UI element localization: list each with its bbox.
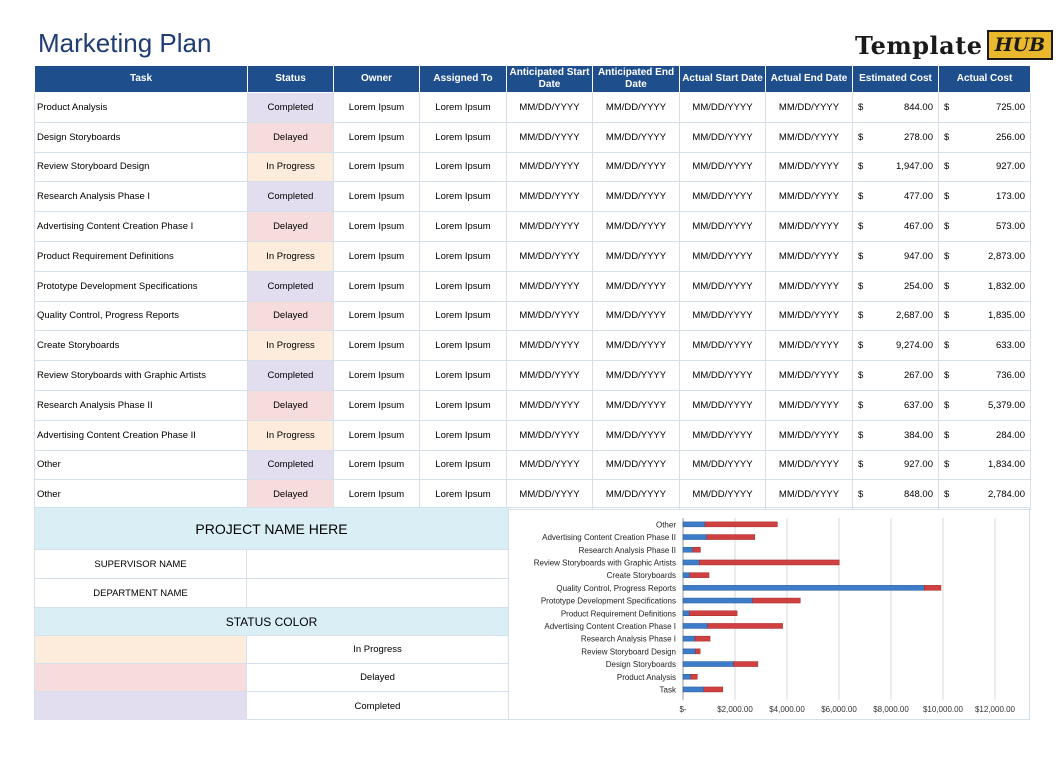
page-title: Marketing Plan xyxy=(38,28,212,58)
anticipated-end-cell[interactable]: MM/DD/YYYY xyxy=(593,361,680,391)
bar-actual-cost xyxy=(704,687,723,692)
assigned-to-cell[interactable]: Lorem Ipsum xyxy=(420,390,507,420)
col-header-actual-cost[interactable]: Actual Cost xyxy=(939,66,1031,93)
owner-cell[interactable]: Lorem Ipsum xyxy=(334,241,420,271)
estimated-cost-value: 927.00 xyxy=(903,459,933,471)
y-category-label: Research Analysis Phase I xyxy=(580,634,676,644)
actual-end-cell[interactable]: MM/DD/YYYY xyxy=(766,331,853,361)
legend-swatch-delayed xyxy=(35,664,247,692)
actual-cost-cell[interactable] xyxy=(939,420,1031,450)
actual-end-cell[interactable]: MM/DD/YYYY xyxy=(766,182,853,212)
status-cell[interactable]: In Progress xyxy=(248,331,334,361)
anticipated-end-cell[interactable]: MM/DD/YYYY xyxy=(593,450,680,480)
anticipated-end-cell[interactable]: MM/DD/YYYY xyxy=(593,241,680,271)
table-row[interactable] xyxy=(35,301,1031,331)
status-cell[interactable]: Delayed xyxy=(248,390,334,420)
actual-start-cell[interactable]: MM/DD/YYYY xyxy=(680,480,766,510)
actual-cost-value: 173.00 xyxy=(995,191,1025,203)
currency-symbol: $ xyxy=(858,161,864,173)
actual-start-cell[interactable]: MM/DD/YYYY xyxy=(680,122,766,152)
task-cell[interactable]: Advertising Content Creation Phase I xyxy=(35,212,248,242)
bar-actual-cost xyxy=(753,598,801,603)
actual-end-cell[interactable]: MM/DD/YYYY xyxy=(766,450,853,480)
actual-cost-cell[interactable] xyxy=(939,122,1031,152)
actual-cost-cell[interactable] xyxy=(939,301,1031,331)
bar-actual-cost xyxy=(708,623,783,628)
actual-cost-value: 573.00 xyxy=(995,221,1025,233)
y-category-label: Review Storyboard Design xyxy=(581,647,676,657)
project-info-panel xyxy=(35,508,508,720)
actual-end-cell[interactable]: MM/DD/YYYY xyxy=(766,152,853,182)
bar-actual-cost xyxy=(690,573,709,578)
status-cell[interactable]: In Progress xyxy=(248,420,334,450)
estimated-cost-cell[interactable] xyxy=(853,212,939,242)
actual-start-cell[interactable]: MM/DD/YYYY xyxy=(680,450,766,480)
task-cell[interactable]: Product Analysis xyxy=(35,93,248,123)
anticipated-end-cell[interactable]: MM/DD/YYYY xyxy=(593,212,680,242)
actual-cost-value: 284.00 xyxy=(995,429,1025,441)
x-tick-label: $- xyxy=(679,704,687,714)
legend-swatch-in-progress xyxy=(35,636,247,664)
table-row[interactable] xyxy=(35,271,1031,301)
bar-estimated-cost xyxy=(683,623,708,628)
actual-cost-cell[interactable] xyxy=(939,241,1031,271)
col-header-anticipated-end[interactable]: Anticipated End Date xyxy=(593,66,680,93)
marketing-plan-table xyxy=(34,65,1031,510)
anticipated-start-cell[interactable]: MM/DD/YYYY xyxy=(507,241,593,271)
actual-end-cell[interactable]: MM/DD/YYYY xyxy=(766,93,853,123)
anticipated-start-cell[interactable]: MM/DD/YYYY xyxy=(507,182,593,212)
anticipated-end-cell[interactable]: MM/DD/YYYY xyxy=(593,420,680,450)
legend-label-in-progress: In Progress xyxy=(247,636,508,664)
estimated-cost-cell[interactable] xyxy=(853,480,939,510)
table-row[interactable] xyxy=(35,420,1031,450)
estimated-cost-value: 2,687.00 xyxy=(896,310,933,322)
currency-symbol: $ xyxy=(858,101,864,113)
anticipated-end-cell[interactable]: MM/DD/YYYY xyxy=(593,152,680,182)
actual-start-cell[interactable]: MM/DD/YYYY xyxy=(680,301,766,331)
col-header-status[interactable]: Status xyxy=(248,66,334,93)
col-header-assigned-to[interactable]: Assigned To xyxy=(420,66,507,93)
currency-symbol: $ xyxy=(858,131,864,143)
currency-symbol: $ xyxy=(944,399,950,411)
estimated-cost-value: 278.00 xyxy=(903,131,933,143)
anticipated-end-cell[interactable]: MM/DD/YYYY xyxy=(593,271,680,301)
task-cell[interactable]: Advertising Content Creation Phase II xyxy=(35,420,248,450)
assigned-to-cell[interactable]: Lorem Ipsum xyxy=(420,93,507,123)
y-category-label: Task xyxy=(659,685,676,695)
currency-symbol: $ xyxy=(858,310,864,322)
actual-start-cell[interactable]: MM/DD/YYYY xyxy=(680,241,766,271)
owner-cell[interactable]: Lorem Ipsum xyxy=(334,450,420,480)
x-tick-label: $2,000.00 xyxy=(717,704,753,714)
owner-cell[interactable]: Lorem Ipsum xyxy=(334,390,420,420)
anticipated-end-cell[interactable]: MM/DD/YYYY xyxy=(593,390,680,420)
table-row[interactable] xyxy=(35,361,1031,391)
owner-cell[interactable]: Lorem Ipsum xyxy=(334,480,420,510)
x-tick-label: $10,000.00 xyxy=(922,704,964,714)
status-cell[interactable]: Completed xyxy=(248,361,334,391)
assigned-to-cell[interactable]: Lorem Ipsum xyxy=(420,241,507,271)
table-row[interactable] xyxy=(35,182,1031,212)
bar-estimated-cost xyxy=(683,687,704,692)
actual-cost-value: 5,379.00 xyxy=(988,399,1025,411)
actual-end-cell[interactable]: MM/DD/YYYY xyxy=(766,301,853,331)
legend-label-completed: Completed xyxy=(354,700,401,712)
bar-estimated-cost xyxy=(683,662,734,667)
cost-chart xyxy=(508,508,1030,720)
currency-symbol: $ xyxy=(944,370,950,382)
task-cell[interactable]: Other xyxy=(35,450,248,480)
y-category-label: Research Analysis Phase II xyxy=(578,545,676,555)
estimated-cost-cell[interactable] xyxy=(853,93,939,123)
actual-cost-value: 2,873.00 xyxy=(988,250,1025,262)
table-header-row xyxy=(35,66,1031,93)
estimated-cost-value: 848.00 xyxy=(903,489,933,501)
table-row[interactable] xyxy=(35,122,1031,152)
actual-end-cell[interactable]: MM/DD/YYYY xyxy=(766,390,853,420)
currency-symbol: $ xyxy=(944,161,950,173)
anticipated-start-cell[interactable]: MM/DD/YYYY xyxy=(507,450,593,480)
actual-end-cell[interactable]: MM/DD/YYYY xyxy=(766,122,853,152)
assigned-to-cell[interactable]: Lorem Ipsum xyxy=(420,450,507,480)
task-cell[interactable]: Design Storyboards xyxy=(35,122,248,152)
currency-symbol: $ xyxy=(944,221,950,233)
col-header-actual-start[interactable]: Actual Start Date xyxy=(680,66,766,93)
owner-cell[interactable]: Lorem Ipsum xyxy=(334,420,420,450)
anticipated-start-cell[interactable]: MM/DD/YYYY xyxy=(507,420,593,450)
estimated-cost-cell[interactable] xyxy=(853,241,939,271)
actual-end-cell[interactable]: MM/DD/YYYY xyxy=(766,480,853,510)
task-cell[interactable]: Research Analysis Phase I xyxy=(35,182,248,212)
cost-bar-chart xyxy=(509,508,1029,720)
legend-swatch-completed xyxy=(35,692,247,720)
estimated-cost-cell[interactable] xyxy=(853,182,939,212)
actual-end-cell[interactable]: MM/DD/YYYY xyxy=(766,420,853,450)
table-row[interactable] xyxy=(35,331,1031,361)
estimated-cost-value: 1,947.00 xyxy=(896,161,933,173)
currency-symbol: $ xyxy=(858,370,864,382)
currency-symbol: $ xyxy=(858,489,864,501)
actual-cost-cell[interactable] xyxy=(939,390,1031,420)
status-cell[interactable]: Delayed xyxy=(248,301,334,331)
estimated-cost-cell[interactable] xyxy=(853,271,939,301)
bar-estimated-cost xyxy=(683,649,695,654)
estimated-cost-value: 467.00 xyxy=(903,221,933,233)
status-cell[interactable]: Delayed xyxy=(248,480,334,510)
task-cell[interactable]: Research Analysis Phase II xyxy=(35,390,248,420)
actual-cost-value: 736.00 xyxy=(995,370,1025,382)
table-row[interactable] xyxy=(35,212,1031,242)
assigned-to-cell[interactable]: Lorem Ipsum xyxy=(420,361,507,391)
actual-cost-value: 633.00 xyxy=(995,340,1025,352)
project-summary-section xyxy=(34,507,1030,720)
status-cell[interactable]: Completed xyxy=(248,182,334,212)
estimated-cost-cell[interactable] xyxy=(853,122,939,152)
estimated-cost-cell[interactable] xyxy=(853,390,939,420)
assigned-to-cell[interactable]: Lorem Ipsum xyxy=(420,420,507,450)
currency-symbol: $ xyxy=(858,459,864,471)
col-header-actual-end[interactable]: Actual End Date xyxy=(766,66,853,93)
status-cell[interactable]: Completed xyxy=(248,271,334,301)
table-row[interactable] xyxy=(35,390,1031,420)
estimated-cost-cell[interactable] xyxy=(853,361,939,391)
estimated-cost-value: 637.00 xyxy=(903,399,933,411)
col-header-anticipated-start[interactable]: Anticipated Start Date xyxy=(507,66,593,93)
y-category-label: Product Requirement Definitions xyxy=(560,609,676,619)
actual-cost-cell[interactable] xyxy=(939,212,1031,242)
currency-symbol: $ xyxy=(944,250,950,262)
bar-actual-cost xyxy=(695,636,710,641)
assigned-to-cell[interactable]: Lorem Ipsum xyxy=(420,122,507,152)
actual-cost-value: 256.00 xyxy=(995,131,1025,143)
anticipated-start-cell[interactable]: MM/DD/YYYY xyxy=(507,480,593,510)
y-category-label: Prototype Development Specifications xyxy=(540,596,676,606)
bar-estimated-cost xyxy=(683,585,924,590)
actual-cost-value: 2,784.00 xyxy=(988,489,1025,501)
supervisor-name-label: SUPERVISOR NAME xyxy=(35,550,247,579)
actual-cost-cell[interactable] xyxy=(939,361,1031,391)
actual-cost-cell[interactable] xyxy=(939,93,1031,123)
actual-end-cell[interactable]: MM/DD/YYYY xyxy=(766,212,853,242)
owner-cell[interactable]: Lorem Ipsum xyxy=(334,361,420,391)
owner-cell[interactable]: Lorem Ipsum xyxy=(334,182,420,212)
bar-estimated-cost xyxy=(683,535,707,540)
task-cell[interactable]: Create Storyboards xyxy=(35,331,248,361)
anticipated-end-cell[interactable]: MM/DD/YYYY xyxy=(593,93,680,123)
actual-cost-value: 725.00 xyxy=(995,101,1025,113)
bar-actual-cost xyxy=(734,662,758,667)
bar-estimated-cost xyxy=(683,636,695,641)
bar-actual-cost xyxy=(691,674,698,679)
actual-end-cell[interactable]: MM/DD/YYYY xyxy=(766,271,853,301)
currency-symbol: $ xyxy=(944,489,950,501)
actual-cost-cell[interactable] xyxy=(939,331,1031,361)
bar-estimated-cost xyxy=(683,573,690,578)
owner-cell[interactable]: Lorem Ipsum xyxy=(334,331,420,361)
x-tick-label: $8,000.00 xyxy=(873,704,909,714)
actual-start-cell[interactable]: MM/DD/YYYY xyxy=(680,93,766,123)
logo-text-hub: HUB xyxy=(987,30,1054,60)
estimated-cost-value: 254.00 xyxy=(903,280,933,292)
anticipated-start-cell[interactable]: MM/DD/YYYY xyxy=(507,301,593,331)
legend-label-delayed: Delayed xyxy=(247,664,508,692)
col-header-task[interactable]: Task xyxy=(35,66,248,93)
bar-actual-cost xyxy=(690,611,738,616)
bar-estimated-cost xyxy=(683,674,691,679)
owner-cell[interactable]: Lorem Ipsum xyxy=(334,212,420,242)
owner-cell[interactable]: Lorem Ipsum xyxy=(334,93,420,123)
bar-actual-cost xyxy=(707,535,755,540)
department-name-label: DEPARTMENT NAME xyxy=(35,579,247,608)
supervisor-name-field[interactable] xyxy=(247,550,508,579)
y-category-label: Review Storyboards with Graphic Artists xyxy=(533,558,676,568)
status-cell[interactable]: Delayed xyxy=(248,212,334,242)
template-hub-logo xyxy=(855,30,1053,60)
estimated-cost-value: 384.00 xyxy=(903,429,933,441)
estimated-cost-value: 267.00 xyxy=(903,370,933,382)
actual-start-cell[interactable]: MM/DD/YYYY xyxy=(680,390,766,420)
col-header-owner[interactable]: Owner xyxy=(334,66,420,93)
actual-start-cell[interactable]: MM/DD/YYYY xyxy=(680,331,766,361)
assigned-to-cell[interactable]: Lorem Ipsum xyxy=(420,182,507,212)
task-cell[interactable]: Review Storyboards with Graphic Artists xyxy=(35,361,248,391)
y-category-label: Design Storyboards xyxy=(605,660,676,670)
actual-start-cell[interactable]: MM/DD/YYYY xyxy=(680,420,766,450)
department-name-field[interactable] xyxy=(247,579,508,608)
table-row[interactable] xyxy=(35,480,1031,510)
actual-cost-value: 1,834.00 xyxy=(988,459,1025,471)
assigned-to-cell[interactable]: Lorem Ipsum xyxy=(420,480,507,510)
currency-symbol: $ xyxy=(944,191,950,203)
anticipated-start-cell[interactable]: MM/DD/YYYY xyxy=(507,271,593,301)
assigned-to-cell[interactable]: Lorem Ipsum xyxy=(420,152,507,182)
actual-start-cell[interactable]: MM/DD/YYYY xyxy=(680,182,766,212)
x-tick-label: $6,000.00 xyxy=(821,704,857,714)
anticipated-start-cell[interactable]: MM/DD/YYYY xyxy=(507,361,593,391)
currency-symbol: $ xyxy=(858,221,864,233)
currency-symbol: $ xyxy=(944,280,950,292)
bar-estimated-cost xyxy=(683,598,753,603)
anticipated-end-cell[interactable]: MM/DD/YYYY xyxy=(593,122,680,152)
task-cell[interactable]: Prototype Development Specifications xyxy=(35,271,248,301)
actual-cost-cell[interactable] xyxy=(939,152,1031,182)
currency-symbol: $ xyxy=(858,250,864,262)
bar-actual-cost xyxy=(705,522,777,527)
actual-start-cell[interactable]: MM/DD/YYYY xyxy=(680,271,766,301)
bar-actual-cost xyxy=(693,547,701,552)
anticipated-end-cell[interactable]: MM/DD/YYYY xyxy=(593,182,680,212)
anticipated-start-cell[interactable]: MM/DD/YYYY xyxy=(507,331,593,361)
currency-symbol: $ xyxy=(944,101,950,113)
x-tick-label: $12,000.00 xyxy=(974,704,1016,714)
table-row[interactable] xyxy=(35,450,1031,480)
anticipated-start-cell[interactable]: MM/DD/YYYY xyxy=(507,93,593,123)
task-cell[interactable]: Product Requirement Definitions xyxy=(35,241,248,271)
status-cell[interactable]: Completed xyxy=(248,450,334,480)
estimated-cost-value: 844.00 xyxy=(903,101,933,113)
estimated-cost-cell[interactable] xyxy=(853,301,939,331)
actual-cost-value: 1,832.00 xyxy=(988,280,1025,292)
bar-actual-cost xyxy=(924,585,941,590)
actual-end-cell[interactable]: MM/DD/YYYY xyxy=(766,361,853,391)
bar-actual-cost xyxy=(695,649,700,654)
currency-symbol: $ xyxy=(858,340,864,352)
bar-estimated-cost xyxy=(683,560,699,565)
anticipated-start-cell[interactable]: MM/DD/YYYY xyxy=(507,212,593,242)
anticipated-start-cell[interactable]: MM/DD/YYYY xyxy=(507,122,593,152)
anticipated-end-cell[interactable]: MM/DD/YYYY xyxy=(593,331,680,361)
owner-cell[interactable]: Lorem Ipsum xyxy=(334,301,420,331)
table-row[interactable] xyxy=(35,93,1031,123)
assigned-to-cell[interactable]: Lorem Ipsum xyxy=(420,212,507,242)
assigned-to-cell[interactable]: Lorem Ipsum xyxy=(420,271,507,301)
currency-symbol: $ xyxy=(944,340,950,352)
estimated-cost-value: 9,274.00 xyxy=(896,340,933,352)
assigned-to-cell[interactable]: Lorem Ipsum xyxy=(420,301,507,331)
y-category-label: Product Analysis xyxy=(616,672,676,682)
actual-start-cell[interactable]: MM/DD/YYYY xyxy=(680,152,766,182)
status-cell[interactable]: Delayed xyxy=(248,122,334,152)
col-header-estimated-cost[interactable]: Estimated Cost xyxy=(853,66,939,93)
currency-symbol: $ xyxy=(858,280,864,292)
currency-symbol: $ xyxy=(858,399,864,411)
bar-estimated-cost xyxy=(683,611,690,616)
anticipated-end-cell[interactable]: MM/DD/YYYY xyxy=(593,301,680,331)
actual-start-cell[interactable]: MM/DD/YYYY xyxy=(680,361,766,391)
anticipated-start-cell[interactable]: MM/DD/YYYY xyxy=(507,390,593,420)
estimated-cost-value: 477.00 xyxy=(903,191,933,203)
actual-start-cell[interactable]: MM/DD/YYYY xyxy=(680,212,766,242)
task-cell[interactable]: Review Storyboard Design xyxy=(35,152,248,182)
bar-estimated-cost xyxy=(683,547,693,552)
y-category-label: Quality Control, Progress Reports xyxy=(556,583,676,593)
task-cell[interactable]: Quality Control, Progress Reports xyxy=(35,301,248,331)
anticipated-start-cell[interactable]: MM/DD/YYYY xyxy=(507,152,593,182)
estimated-cost-cell[interactable] xyxy=(853,331,939,361)
actual-cost-cell[interactable] xyxy=(939,450,1031,480)
status-cell[interactable]: In Progress xyxy=(248,152,334,182)
bar-actual-cost xyxy=(699,560,839,565)
table-row[interactable] xyxy=(35,241,1031,271)
y-category-label: Create Storyboards xyxy=(606,571,676,581)
estimated-cost-cell[interactable] xyxy=(853,450,939,480)
actual-cost-cell[interactable] xyxy=(939,271,1031,301)
owner-cell[interactable]: Lorem Ipsum xyxy=(334,152,420,182)
actual-cost-cell[interactable] xyxy=(939,480,1031,510)
x-tick-label: $4,000.00 xyxy=(769,704,805,714)
status-cell[interactable]: In Progress xyxy=(248,241,334,271)
logo-text-template: Template xyxy=(855,30,983,60)
actual-cost-cell[interactable] xyxy=(939,182,1031,212)
owner-cell[interactable]: Lorem Ipsum xyxy=(334,122,420,152)
currency-symbol: $ xyxy=(944,131,950,143)
project-name[interactable]: PROJECT NAME HERE xyxy=(35,508,508,550)
currency-symbol: $ xyxy=(858,191,864,203)
y-category-label: Advertising Content Creation Phase II xyxy=(542,533,676,543)
status-color-title: STATUS COLOR xyxy=(35,608,508,636)
actual-cost-value: 927.00 xyxy=(995,161,1025,173)
estimated-cost-cell[interactable] xyxy=(853,152,939,182)
anticipated-end-cell[interactable]: MM/DD/YYYY xyxy=(593,480,680,510)
actual-cost-value: 1,835.00 xyxy=(988,310,1025,322)
y-category-label: Other xyxy=(655,520,676,530)
status-cell[interactable]: Completed xyxy=(248,93,334,123)
estimated-cost-cell[interactable] xyxy=(853,420,939,450)
currency-symbol: $ xyxy=(858,429,864,441)
currency-symbol: $ xyxy=(944,429,950,441)
table-row[interactable] xyxy=(35,152,1031,182)
assigned-to-cell[interactable]: Lorem Ipsum xyxy=(420,331,507,361)
owner-cell[interactable]: Lorem Ipsum xyxy=(334,271,420,301)
estimated-cost-value: 947.00 xyxy=(903,250,933,262)
actual-end-cell[interactable]: MM/DD/YYYY xyxy=(766,241,853,271)
y-category-label: Advertising Content Creation Phase I xyxy=(544,621,676,631)
currency-symbol: $ xyxy=(944,310,950,322)
currency-symbol: $ xyxy=(944,459,950,471)
task-cell[interactable]: Other xyxy=(35,480,248,510)
bar-estimated-cost xyxy=(683,522,705,527)
